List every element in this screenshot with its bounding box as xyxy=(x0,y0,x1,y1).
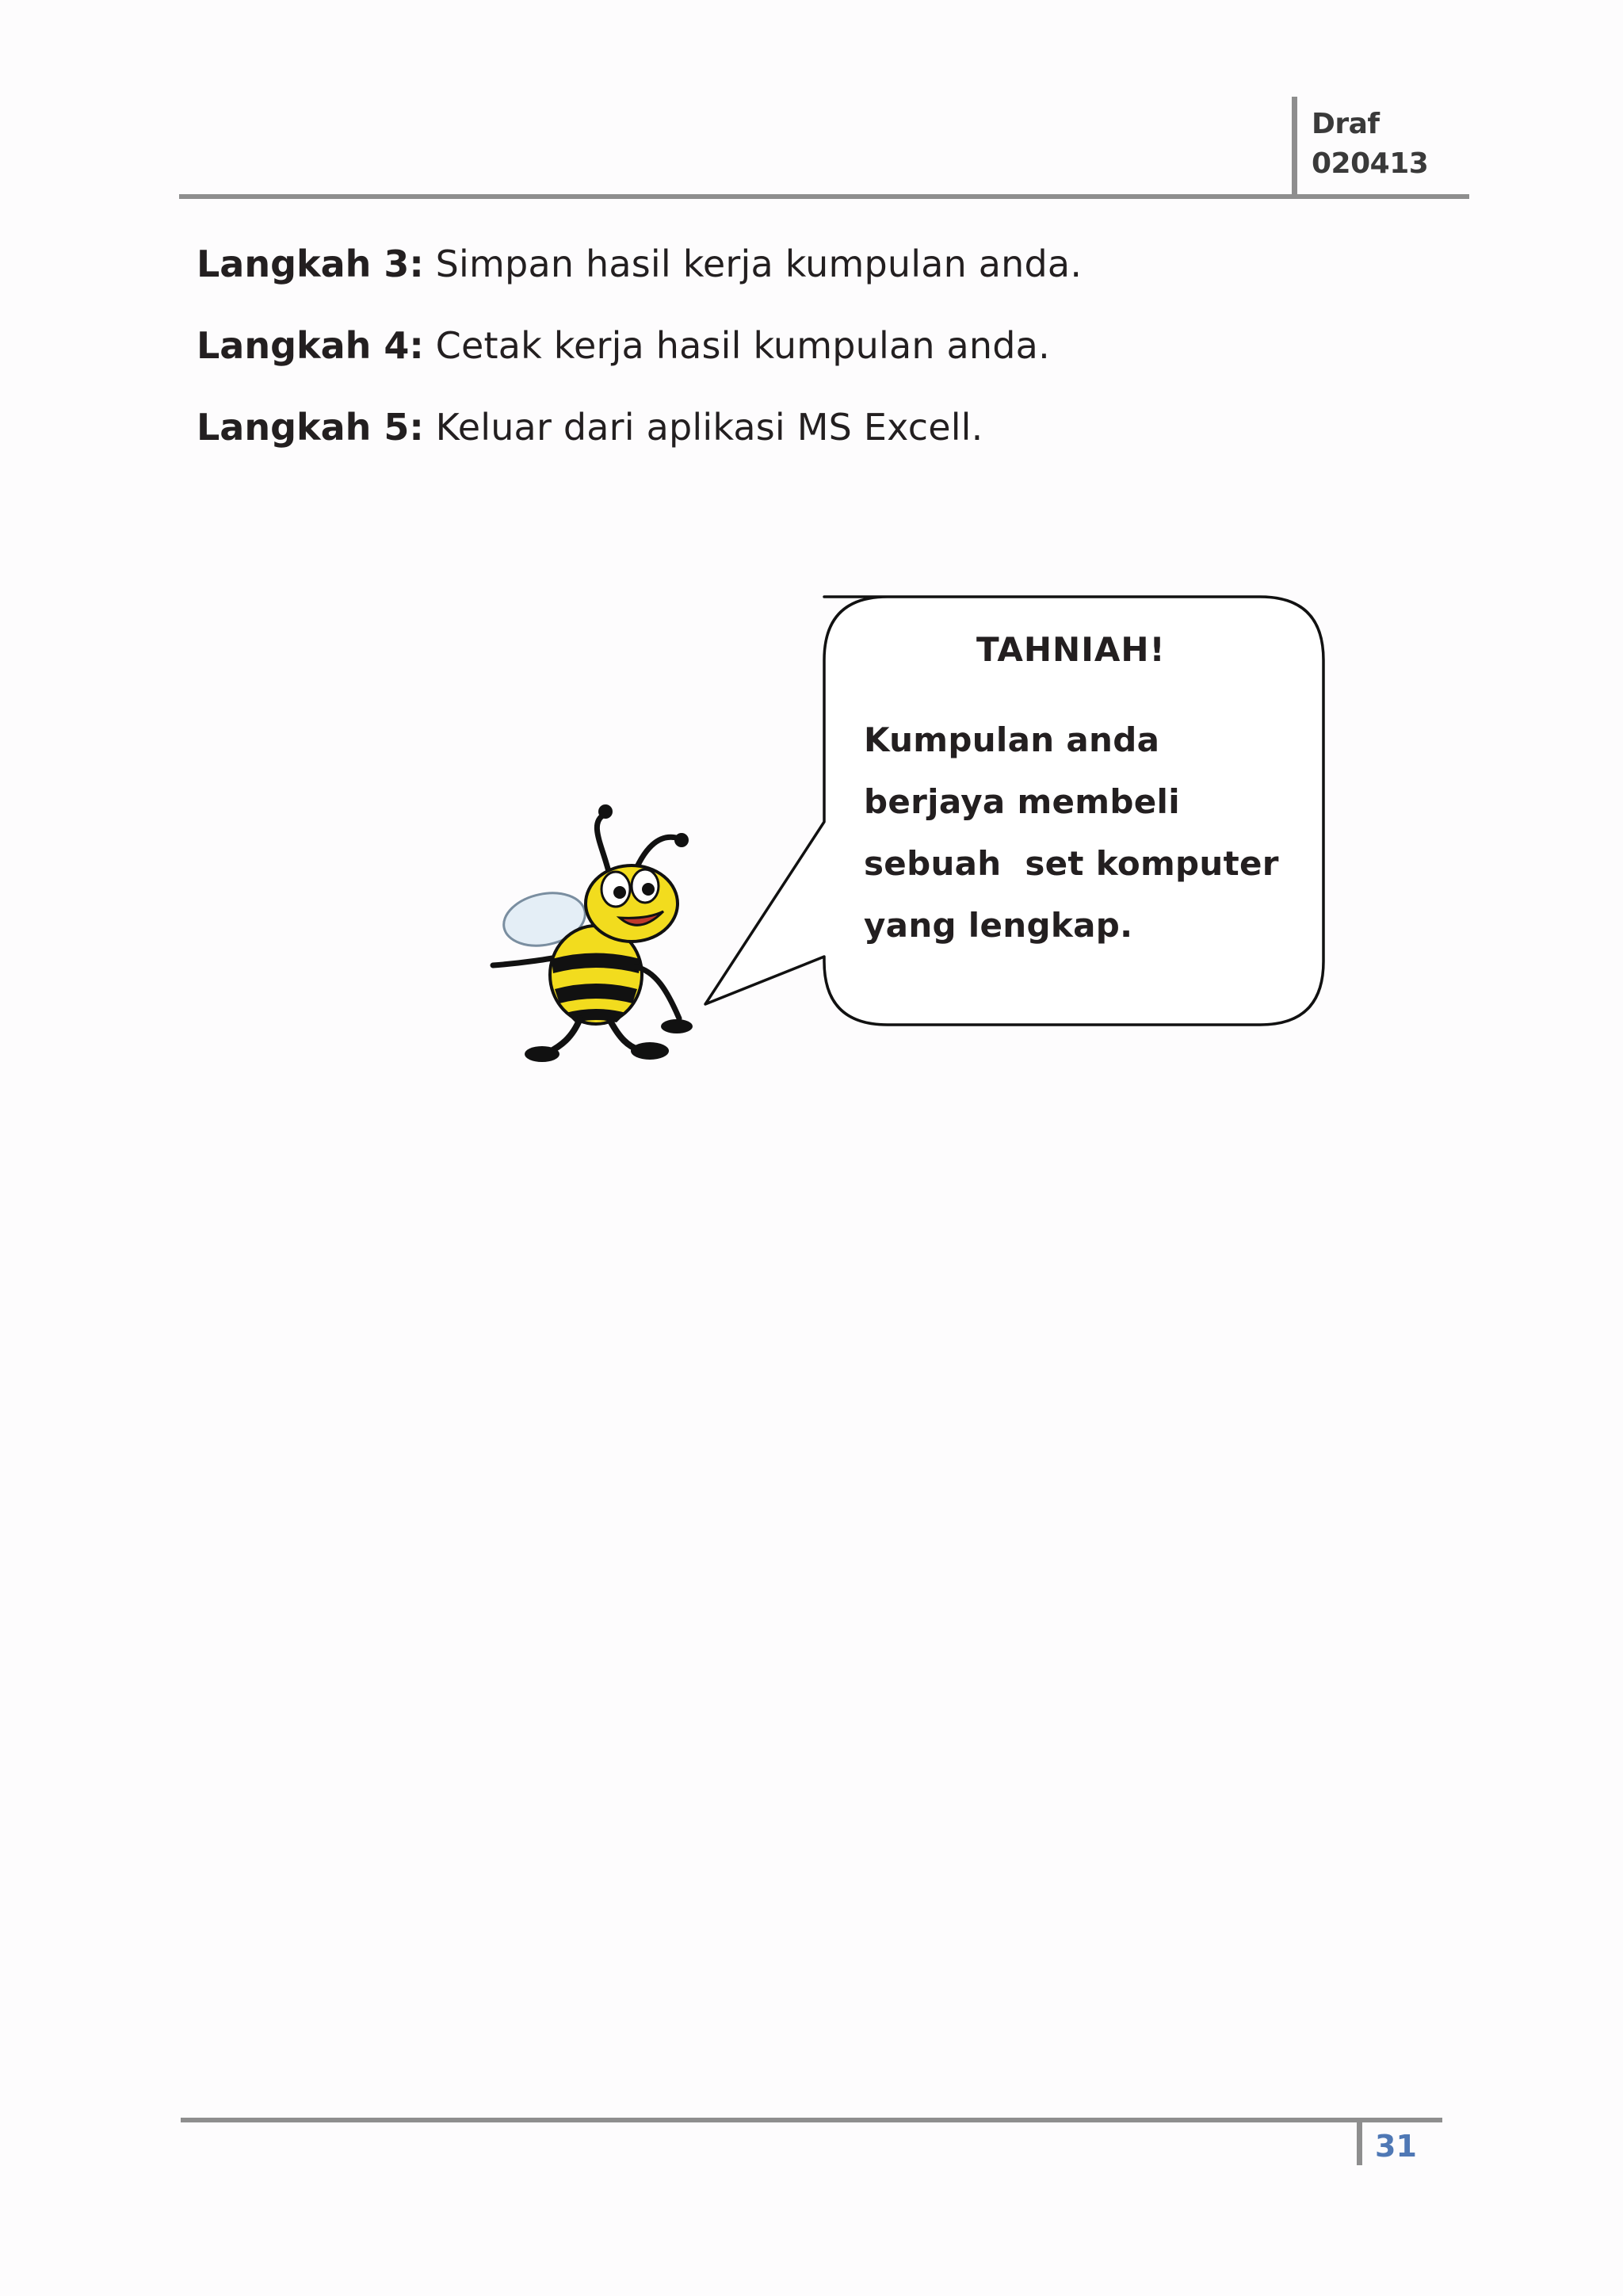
step-4-label: Langkah 4: xyxy=(197,324,424,367)
step-3 xyxy=(197,239,1082,288)
step-4-text: Cetak kerja hasil kumpulan anda. xyxy=(423,324,1050,367)
step-5-label: Langkah 5: xyxy=(197,406,424,449)
bubble-title: TAHNIAH! xyxy=(976,630,1166,669)
bubble-line-3: sebuah set komputer xyxy=(864,844,1279,883)
header-divider xyxy=(1292,97,1297,197)
step-3-text: Simpan hasil kerja kumpulan anda. xyxy=(423,243,1083,285)
footer-rule xyxy=(181,2118,1442,2122)
draft-label xyxy=(1312,105,1428,184)
bubble-line-2: berjaya membeli xyxy=(864,782,1180,821)
step-3-label: Langkah 3: xyxy=(197,243,424,285)
step-4 xyxy=(197,321,1082,370)
step-5 xyxy=(197,403,1082,452)
draft-label-line1: Draf xyxy=(1312,108,1380,140)
bubble-line-4: yang lengkap. xyxy=(864,906,1133,945)
step-5-text: Keluar dari aplikasi MS Excell. xyxy=(423,406,983,449)
bubble-body xyxy=(864,709,1308,957)
page-number: 31 xyxy=(1375,2129,1417,2164)
footer-divider xyxy=(1357,2121,1362,2165)
steps-list xyxy=(197,239,1082,484)
header-rule xyxy=(179,194,1469,199)
bubble-line-1: Kumpulan anda xyxy=(864,720,1160,759)
draft-label-line2: 020413 xyxy=(1312,147,1429,180)
